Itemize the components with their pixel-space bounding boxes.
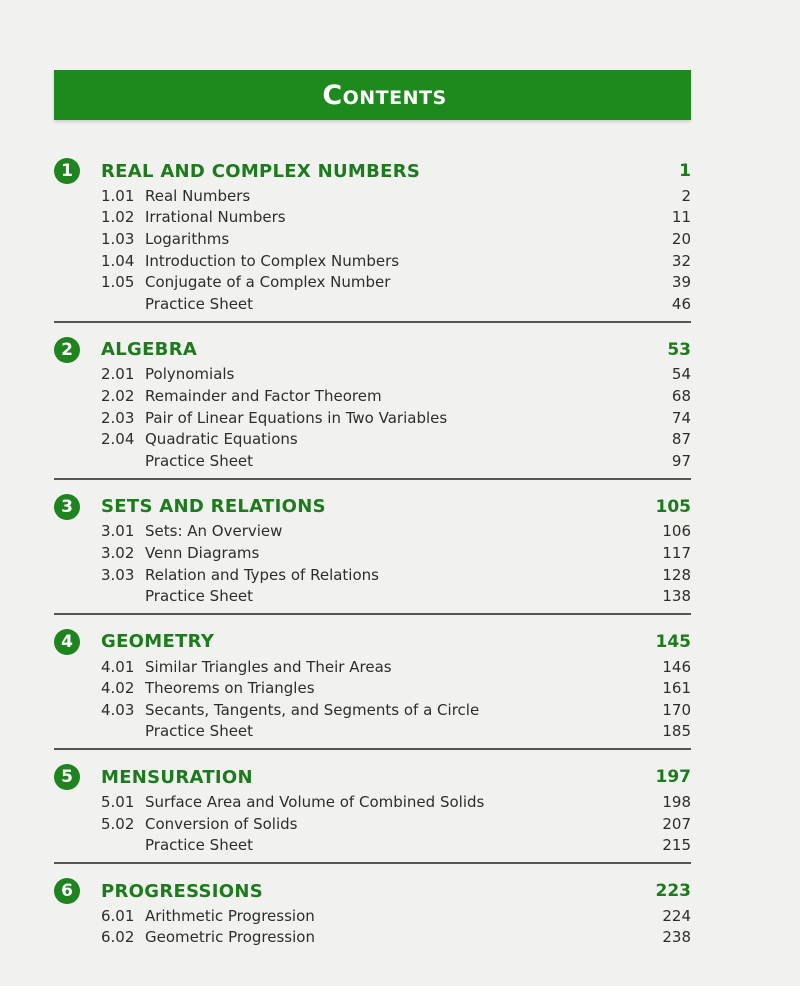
section-number: 6.02 <box>101 928 135 947</box>
section-page-number: 215 <box>662 836 691 855</box>
contents-banner <box>54 70 691 120</box>
section-page-number: 39 <box>671 273 691 292</box>
chapter-heading[interactable] <box>54 337 691 363</box>
practice-sheet-entry[interactable] <box>54 721 691 743</box>
page-title: Contents <box>322 79 447 111</box>
section-page-number: 46 <box>671 294 691 313</box>
section-title: Relation and Types of Relations <box>145 565 379 584</box>
section-list <box>54 791 691 856</box>
chapter-6 <box>54 862 691 948</box>
section-page-number: 207 <box>662 814 691 833</box>
section-title: Real Numbers <box>145 186 251 205</box>
section-entry[interactable] <box>54 521 691 543</box>
chapter-page-number: 1 <box>679 161 691 181</box>
section-entry[interactable] <box>54 678 691 700</box>
practice-sheet-entry[interactable] <box>54 450 691 472</box>
practice-sheet-entry[interactable] <box>54 834 691 856</box>
table-of-contents <box>54 155 691 948</box>
section-page-number: 11 <box>671 208 691 227</box>
chapter-heading[interactable] <box>54 629 691 655</box>
chapter-page-number: 197 <box>655 767 691 788</box>
section-entry[interactable] <box>54 271 691 293</box>
section-page-number: 161 <box>662 679 691 698</box>
chapter-page-number: 105 <box>655 496 691 517</box>
chapter-number-badge: 2 <box>54 337 80 363</box>
section-title: Polynomials <box>145 365 235 384</box>
section-page-number: 74 <box>671 408 691 427</box>
section-entry[interactable] <box>54 228 691 250</box>
section-page-number: 20 <box>671 229 691 248</box>
section-number: 4.02 <box>101 679 135 698</box>
section-title: Logarithms <box>145 229 230 248</box>
section-title: Introduction to Complex Numbers <box>145 251 400 270</box>
chapter-5 <box>54 748 691 856</box>
section-number: 1.04 <box>101 251 135 270</box>
chapter-page-number: 145 <box>655 631 691 652</box>
section-page-number: 32 <box>671 251 691 270</box>
section-number: 1.02 <box>101 208 135 227</box>
chapter-heading[interactable] <box>54 878 691 904</box>
section-entry[interactable] <box>54 542 691 564</box>
section-entry[interactable] <box>54 905 691 927</box>
section-title: Geometric Progression <box>145 928 315 947</box>
section-title: Remainder and Factor Theorem <box>145 386 382 405</box>
section-title: Venn Diagrams <box>145 543 260 562</box>
section-page-number: 238 <box>662 928 691 947</box>
section-entry[interactable] <box>54 207 691 229</box>
chapter-title: REAL AND COMPLEX NUMBERS <box>101 160 421 182</box>
section-list <box>54 364 691 472</box>
section-number: 3.01 <box>101 522 135 541</box>
section-number: 1.03 <box>101 229 135 248</box>
chapter-title: ALGEBRA <box>101 339 198 361</box>
chapter-number-badge: 3 <box>54 494 80 520</box>
section-entry[interactable] <box>54 699 691 721</box>
section-list <box>54 905 691 948</box>
section-page-number: 138 <box>662 587 691 606</box>
chapter-page-number: 53 <box>667 339 691 360</box>
section-page-number: 185 <box>662 722 691 741</box>
section-page-number: 146 <box>662 657 691 676</box>
chapter-title: MENSURATION <box>101 766 253 788</box>
section-number: 5.01 <box>101 793 135 812</box>
section-number: 1.01 <box>101 186 135 205</box>
section-list <box>54 521 691 607</box>
section-list <box>54 185 691 315</box>
section-page-number: 106 <box>662 522 691 541</box>
chapter-heading[interactable] <box>54 494 691 520</box>
section-entry[interactable] <box>54 927 691 949</box>
section-list <box>54 656 691 742</box>
section-number: 4.01 <box>101 657 135 676</box>
chapter-number-badge: 5 <box>54 764 80 790</box>
chapter-3 <box>54 478 691 607</box>
section-number: 6.01 <box>101 906 135 925</box>
section-page-number: 87 <box>671 430 691 449</box>
chapter-number-badge: 1 <box>54 158 80 184</box>
section-entry[interactable] <box>54 791 691 813</box>
chapter-number-badge: 6 <box>54 878 80 904</box>
section-title: Practice Sheet <box>145 294 254 313</box>
chapter-page-number: 223 <box>655 881 691 902</box>
section-number: 2.03 <box>101 408 135 427</box>
section-entry[interactable] <box>54 385 691 407</box>
section-title: Practice Sheet <box>145 836 254 855</box>
section-number: 2.02 <box>101 386 135 405</box>
section-entry[interactable] <box>54 364 691 386</box>
section-title: Theorems on Triangles <box>145 679 315 698</box>
section-title: Similar Triangles and Their Areas <box>145 657 392 676</box>
section-entry[interactable] <box>54 564 691 586</box>
section-title: Irrational Numbers <box>145 208 286 227</box>
section-title: Secants, Tangents, and Segments of a Circle <box>145 700 480 719</box>
section-entry[interactable] <box>54 407 691 429</box>
section-page-number: 170 <box>662 700 691 719</box>
section-page-number: 97 <box>671 451 691 470</box>
section-page-number: 117 <box>662 543 691 562</box>
section-page-number: 224 <box>662 906 691 925</box>
section-entry[interactable] <box>54 250 691 272</box>
chapter-4 <box>54 613 691 742</box>
section-title: Practice Sheet <box>145 451 254 470</box>
section-title: Conjugate of a Complex Number <box>145 273 391 292</box>
section-title: Quadratic Equations <box>145 430 298 449</box>
practice-sheet-entry[interactable] <box>54 293 691 315</box>
section-entry[interactable] <box>54 656 691 678</box>
section-page-number: 128 <box>662 565 691 584</box>
section-title: Practice Sheet <box>145 587 254 606</box>
section-title: Pair of Linear Equations in Two Variables <box>145 408 448 427</box>
section-number: 2.04 <box>101 430 135 449</box>
section-title: Sets: An Overview <box>145 522 283 541</box>
chapter-heading[interactable] <box>54 158 691 184</box>
section-page-number: 54 <box>671 365 691 384</box>
chapter-title: PROGRESSIONS <box>101 880 264 902</box>
section-number: 5.02 <box>101 814 135 833</box>
section-entry[interactable] <box>54 813 691 835</box>
section-entry[interactable] <box>54 428 691 450</box>
section-number: 2.01 <box>101 365 135 384</box>
chapter-title: SETS AND RELATIONS <box>101 496 326 518</box>
section-entry[interactable] <box>54 185 691 207</box>
section-number: 3.02 <box>101 543 135 562</box>
section-page-number: 2 <box>681 186 691 205</box>
chapter-1 <box>54 155 691 315</box>
section-title: Practice Sheet <box>145 722 254 741</box>
section-number: 3.03 <box>101 565 135 584</box>
section-number: 4.03 <box>101 700 135 719</box>
section-title: Conversion of Solids <box>145 814 298 833</box>
section-page-number: 68 <box>671 386 691 405</box>
section-number: 1.05 <box>101 273 135 292</box>
chapter-2 <box>54 321 691 472</box>
practice-sheet-entry[interactable] <box>54 585 691 607</box>
section-title: Surface Area and Volume of Combined Solids <box>145 793 485 812</box>
chapter-heading[interactable] <box>54 764 691 790</box>
section-title: Arithmetic Progression <box>145 906 315 925</box>
chapter-number-badge: 4 <box>54 629 80 655</box>
chapter-title: GEOMETRY <box>101 631 215 653</box>
section-page-number: 198 <box>662 793 691 812</box>
